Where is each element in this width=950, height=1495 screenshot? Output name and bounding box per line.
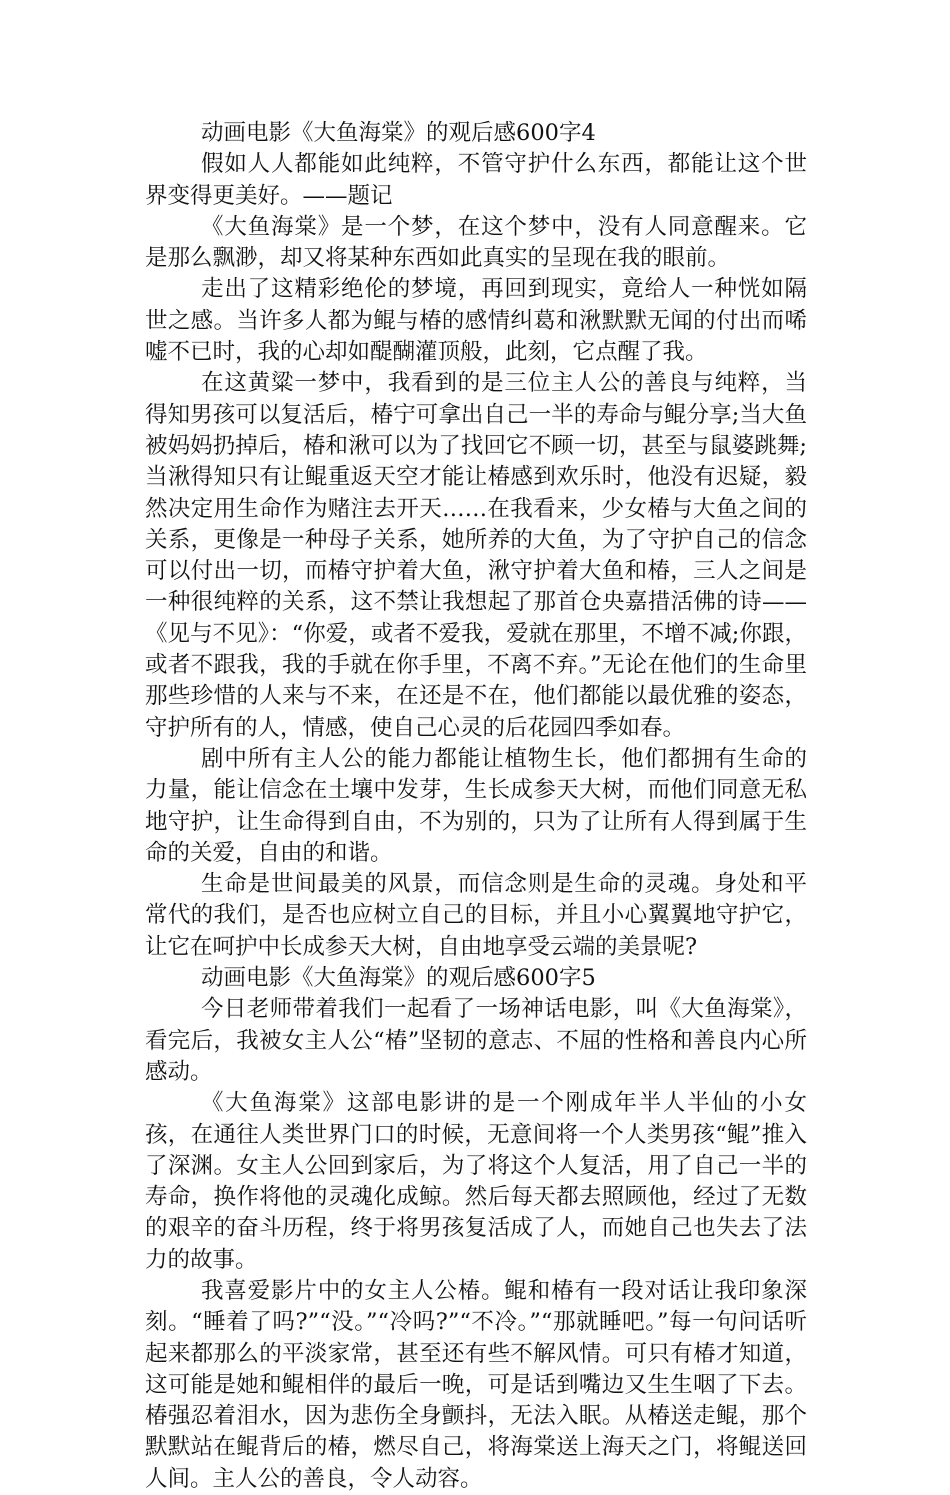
- paragraph: 《大鱼海棠》这部电影讲的是一个刚成年半人半仙的小女孩，在通往人类世界门口的时候，无意间将一个人类男孩“鲲”推入了深渊。女主人公回到家后，为了将这个人复活，用了自己一半的寿命，换作将他的灵魂化成鲸。然后每天都去照顾他，经过了无数的艰辛的奋斗历程，终于将男孩复活成了人，而她自己也失去了法力的故事。: [145, 1090, 807, 1273]
- paragraph: 《大鱼海棠》是一个梦，在这个梦中，没有人同意醒来。它是那么飘渺，却又将某种东西如此真实的呈现在我的眼前。: [145, 213, 807, 272]
- document-body: [145, 118, 807, 1495]
- paragraph: 在这黄粱一梦中，我看到的是三位主人公的善良与纯粹，当得知男孩可以复活后，椿宁可拿出自己一半的寿命与鲲分享;当大鱼被妈妈扔掉后，椿和湫可以为了找回它不顾一切，甚至与鼠婆跳舞;当湫得知只有让鲲重返天空才能让椿感到欢乐时，他没有迟疑，毅然决定用生命作为赌注去开天……在我看来，少女椿与大鱼之间的关系，更像是一种母子关系，她所养的大鱼，为了守护自己的信念可以付出一切，而椿守护着大鱼，湫守护着大鱼和椿，三人之间是一种很纯粹的关系，这不禁让我想起了那首仓央嘉措活佛的诗——《见与不见》：“你爱，或者不爱我，爱就在那里，不增不减;你跟，或者不跟我，我的手就在你手里，不离不弃。”无论在他们的生命里那些珍惜的人来与不来，在还是不在，他们都能以最优雅的姿态，守护所有的人，情感，使自己心灵的后花园四季如春。: [145, 370, 807, 741]
- paragraph: 走出了这精彩绝伦的梦境，再回到现实，竟给人一种恍如隔世之感。当许多人都为鲲与椿的感情纠葛和湫默默无闻的付出而唏嘘不已时，我的心却如醍醐灌顶般，此刻，它点醒了我。: [145, 276, 807, 366]
- paragraph: 生命是世间最美的风景，而信念则是生命的灵魂。身处和平常代的我们，是否也应树立自己的目标，并且小心翼翼地守护它，让它在呵护中长成参天大树，自由地享受云端的美景呢?: [145, 871, 807, 960]
- section-heading-5: 动画电影《大鱼海棠》的观后感600字5: [201, 965, 596, 992]
- paragraph: 剧中所有主人公的能力都能让植物生长，他们都拥有生命的力量，能让信念在土壤中发芽，生长成参天大树，而他们同意无私地守护，让生命得到自由，不为别的，只为了让所有人得到属于生命的关爱，自由的和谐。: [145, 745, 807, 866]
- section-heading-4: 动画电影《大鱼海棠》的观后感600字4: [201, 120, 596, 146]
- paragraph: 假如人人都能如此纯粹，不管守护什么东西，都能让这个世界变得更美好。——题记: [145, 151, 807, 209]
- paragraph: 今日老师带着我们一起看了一场神话电影，叫《大鱼海棠》，看完后，我被女主人公“椿”坚韧的意志、不屈的性格和善良内心所感动。: [145, 996, 807, 1085]
- paragraph: 我喜爱影片中的女主人公椿。鲲和椿有一段对话让我印象深刻。“睡着了吗?”“没。”“冷吗?”“不冷。”“那就睡吧。”每一句问话听起来都那么的平淡家常，甚至还有些不解风情。可只有椿才知道，这可能是她和鲲相伴的最后一晚，可是话到嘴边又生生咽了下去。椿强忍着泪水，因为悲伤全身颤抖，无法入眠。从椿送走鲲，那个默默站在鲲背后的椿，燃尽自己，将海棠送上海天之门，将鲲送回人间。主人公的善良，令人动容。: [145, 1277, 807, 1492]
